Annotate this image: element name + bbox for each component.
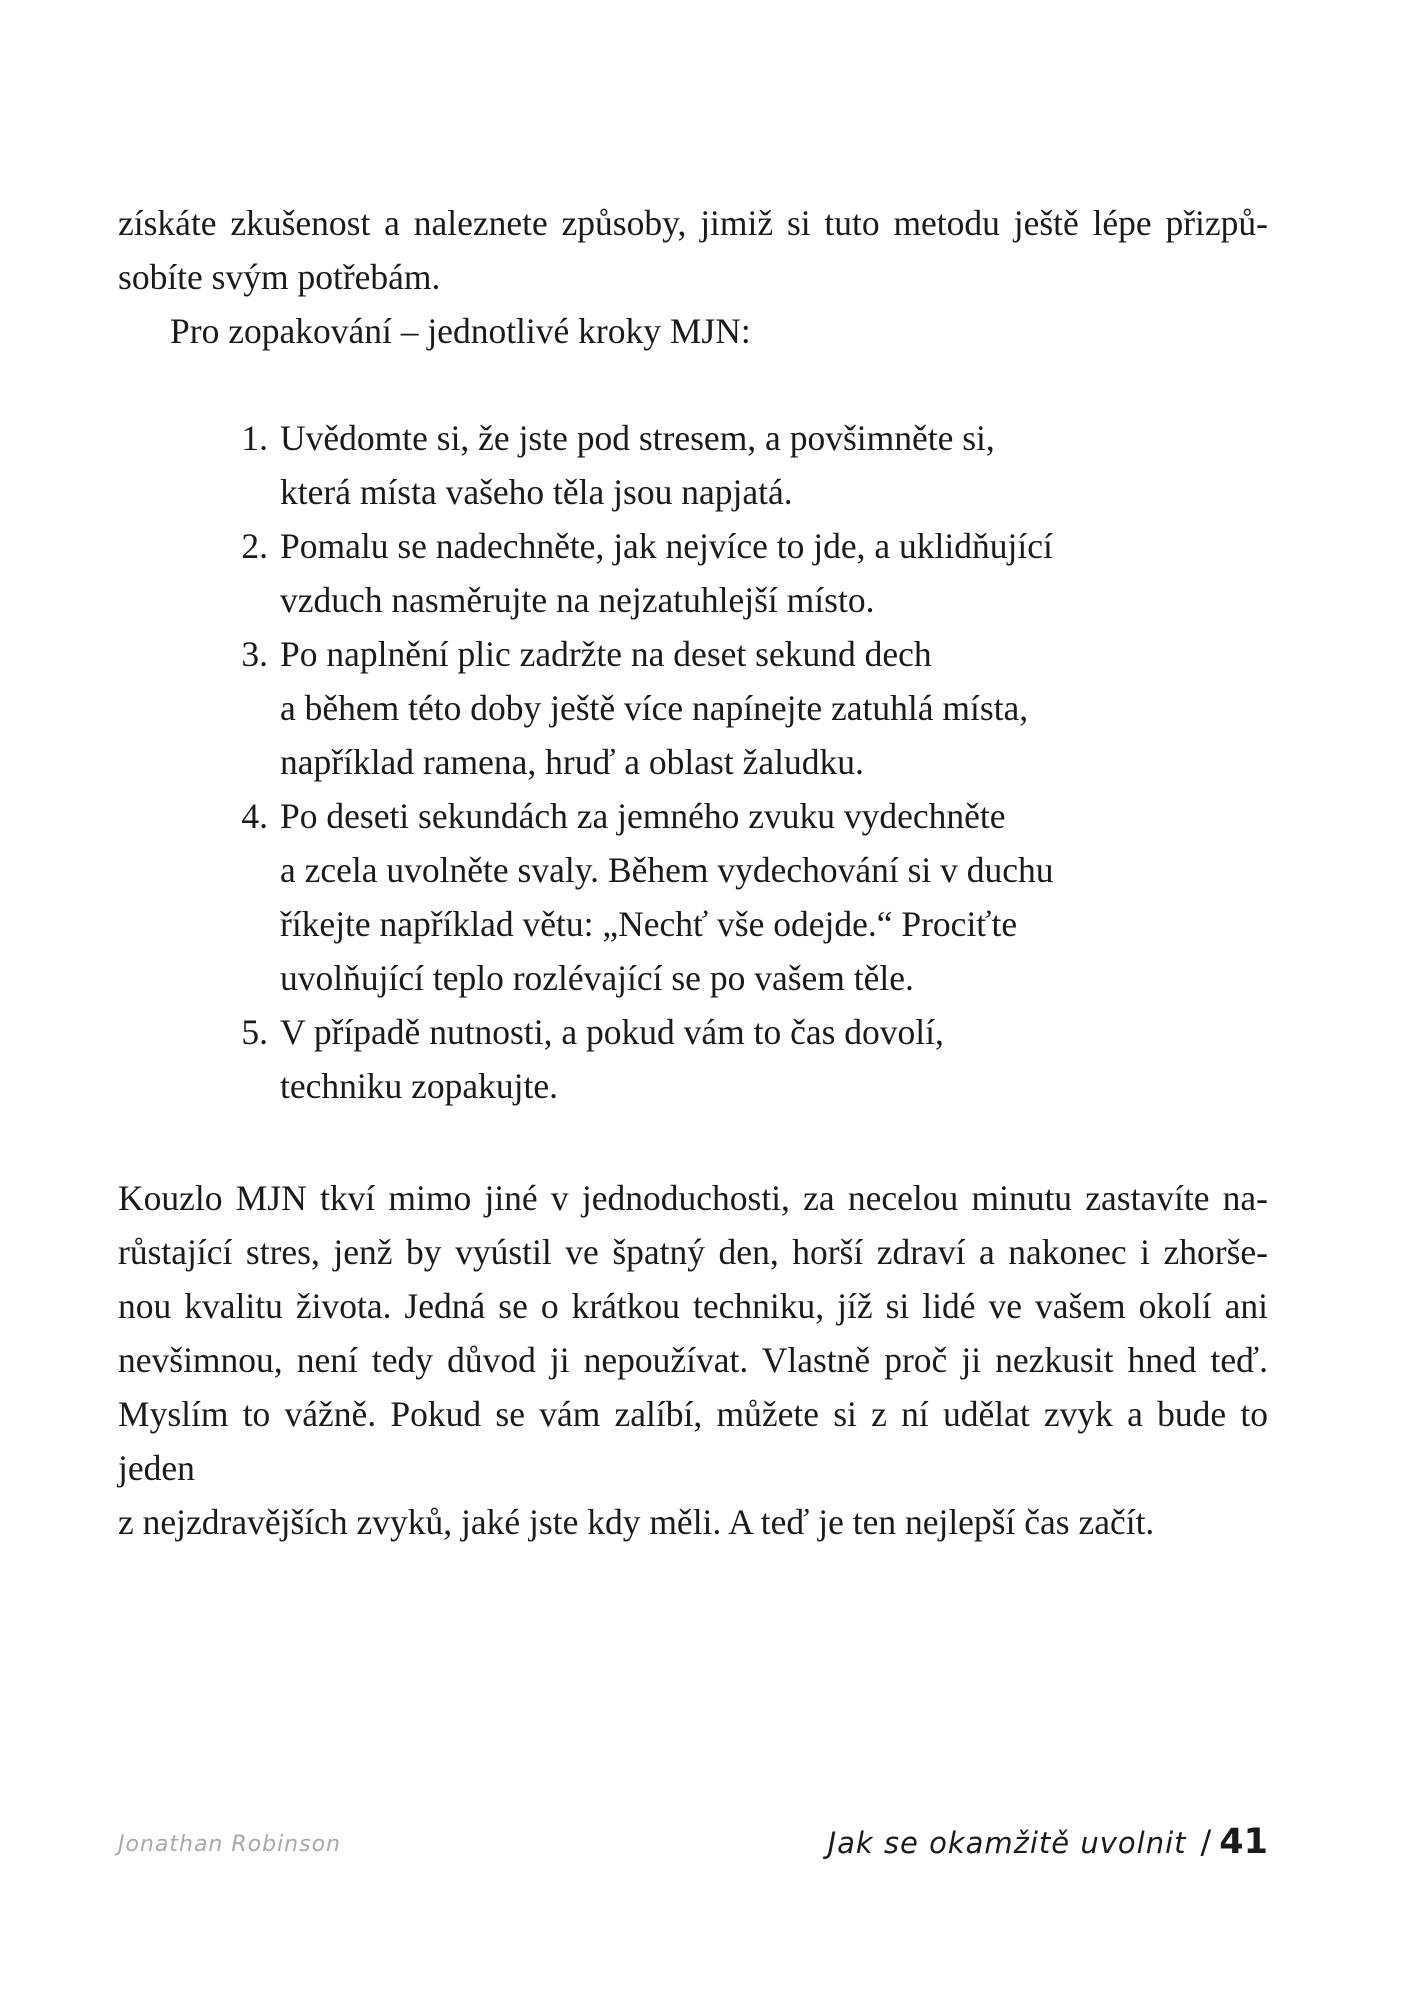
paragraph-top: [118, 196, 1268, 358]
text-line: růstající stres, jenž by vyústil ve špatný den, horší zdraví a nakonec i zhorše-: [118, 1232, 1268, 1272]
page-number: 41: [1219, 1822, 1268, 1862]
footer-title-group: [828, 1822, 1268, 1862]
list-number: 3.: [241, 634, 268, 674]
text-line: Myslím to vážně. Pokud se vám zalíbí, můžete si z ní udělat zvyk a bude to jeden: [118, 1394, 1268, 1488]
list-line: Pomalu se nadechněte, jak nejvíce to jde, a uklidňující: [280, 526, 1053, 566]
list-line: například ramena, hruď a oblast žaludku.: [280, 742, 864, 782]
text-line: získáte zkušenost a naleznete způsoby, jimiž si tuto metodu ještě lépe přizpů-: [118, 203, 1268, 243]
list-line: říkejte například větu: „Nechť vše odejde.“ Prociťte: [280, 904, 1018, 944]
page-footer: [118, 1822, 1268, 1872]
list-line: a zcela uvolněte svaly. Během vydechování si v duchu: [280, 850, 1054, 890]
text-line: Kouzlo MJN tkví mimo jiné v jednoduchosti, za necelou minutu zastavíte na-: [118, 1178, 1268, 1218]
list-line: a během této doby ještě více napínejte zatuhlá místa,: [280, 688, 1029, 728]
list-line: V případě nutnosti, a pokud vám to čas dovolí,: [280, 1012, 944, 1052]
list-line: Uvědomte si, že jste pod stresem, a povšimněte si,: [280, 418, 995, 458]
list-number: 1.: [241, 418, 268, 458]
text-line: sobíte svým potřebám.: [118, 257, 441, 297]
list-item: [222, 519, 1182, 627]
footer-book-title: Jak se okamžitě uvolnit: [827, 1826, 1187, 1860]
paragraph-bottom: [118, 1171, 1268, 1549]
text-line: nou kvalitu života. Jedná se o krátkou techniku, jíž si lidé ve vašem okolí ani: [118, 1286, 1268, 1326]
list-item: [222, 411, 1182, 519]
list-line: která místa vašeho těla jsou napjatá.: [280, 472, 793, 512]
list-line: techniku zopakujte.: [280, 1066, 558, 1106]
list-item: [222, 627, 1182, 789]
list-line: Po deseti sekundách za jemného zvuku vydechněte: [280, 796, 1006, 836]
footer-separator: /: [1200, 1823, 1212, 1861]
list-number: 4.: [241, 796, 268, 836]
text-line-indented: Pro zopakování – jednotlivé kroky MJN:: [170, 311, 751, 351]
text-line: nevšimnou, není tedy důvod ji nepoužívat. Vlastně proč ji nezkusit hned teď.: [118, 1340, 1268, 1380]
list-item: [222, 789, 1182, 1005]
list-item: [222, 1005, 1182, 1113]
text-line: z nejzdravějších zvyků, jaké jste kdy měli. A teď je ten nejlepší čas začít.: [118, 1502, 1155, 1542]
list-line: uvolňující teplo rozlévající se po vašem těle.: [280, 958, 914, 998]
list-number: 2.: [241, 526, 268, 566]
list-line: Po naplnění plic zadržte na deset sekund dech: [280, 634, 932, 674]
steps-list: [222, 411, 1182, 1113]
list-number: 5.: [241, 1012, 268, 1052]
footer-author: Jonathan Robinson: [118, 1832, 341, 1857]
list-line: vzduch nasměrujte na nejzatuhlejší místo.: [280, 580, 875, 620]
